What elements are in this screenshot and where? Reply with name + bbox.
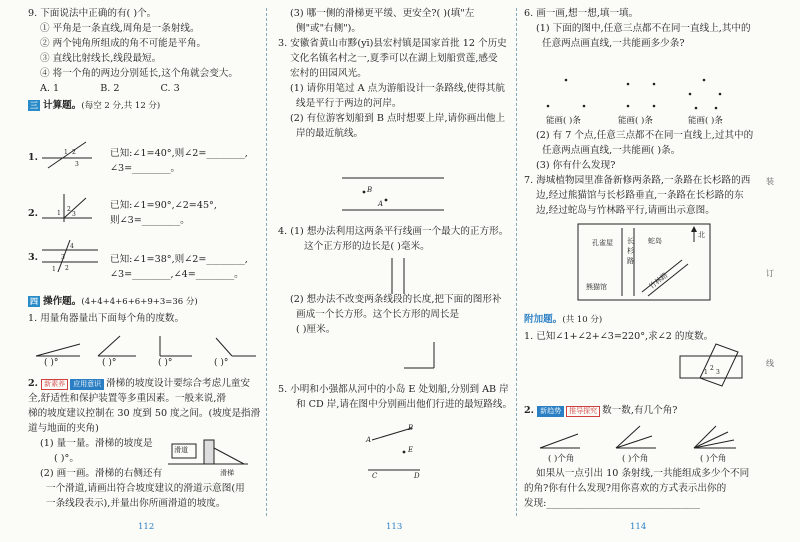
ray-figures [540, 424, 740, 450]
river-island-figure [368, 424, 428, 476]
svg-text:2: 2 [65, 265, 69, 272]
dots-figure [544, 76, 744, 112]
op2-sub2: 一条线段表示),并量出你所画滑道的坡度。 [46, 498, 226, 509]
q3-line: 3. 安徽省黄山市黟(yī)县宏村镇是国家首批 12 个历史 [278, 38, 507, 49]
page-number: 114 [630, 522, 647, 532]
divider [266, 8, 267, 516]
q-line: (3) 哪一侧的滑梯更平缓、更安全?( )(填"左 [290, 8, 475, 19]
svg-text:2: 2 [67, 206, 71, 213]
calc-2-text [110, 198, 217, 228]
calc-line: 已知:∠1=90°,∠2=45°, [110, 200, 217, 211]
angle-blank: ( )° [102, 358, 117, 368]
q3-line: 宏村的田园风光。 [290, 68, 367, 79]
calc-number: 3. [28, 252, 39, 263]
op2-sub2: 一个滑道,请画出符合坡度建议的滑道示意图(用 [46, 483, 245, 494]
q4-line: (2) 想办法不改变两条线段的长度,把下面的图形补 [290, 294, 502, 305]
label-a: A [366, 436, 372, 444]
q4-line: 这个正方形的边长是( )毫米。 [304, 241, 430, 252]
tag: 新素养 [41, 379, 68, 390]
q9-item: ① 平角是一条直线,周角是一条射线。 [40, 23, 200, 34]
slide-label: 滑梯 [220, 469, 234, 477]
q5-line: 5. 小明和小强都从河中的小岛 E 处划船,分别到 AB 岸 [278, 384, 509, 395]
q6-2 [524, 128, 753, 218]
calc-1-text [110, 146, 248, 176]
extra-header [524, 312, 602, 328]
q9-options [28, 81, 260, 96]
calc-line: 已知:∠1=40°,则∠2=________, [110, 148, 248, 159]
svg-text:3: 3 [716, 369, 720, 376]
q5-line: 和 CD 岸,请在图中分别画出他们行进的最短路线。 [296, 399, 513, 410]
op2-sub1-blank: ( )°。 [54, 453, 79, 464]
calc-line: 已知:∠1=38°,则∠2=________, [110, 254, 248, 265]
svg-text:2: 2 [72, 149, 76, 156]
q6-2-line: 任意两点画直线,一共能画( )条。 [542, 145, 681, 156]
option-b: B. 2 [100, 83, 120, 94]
section-number: 四 [30, 296, 38, 306]
option-a: A. 1 [40, 83, 60, 94]
q7-line: 边,经过熊猫馆与长杉路垂直,一条路在长杉路的东 [536, 190, 744, 201]
tag: 新趋势 [537, 406, 564, 417]
svg-text:3: 3 [61, 254, 65, 261]
binding-mark: 装 [766, 177, 774, 186]
label-c: C [372, 472, 378, 480]
calc-2 [28, 208, 38, 219]
q9-item: ② 两个钝角所组成的角不可能是平角。 [40, 38, 207, 49]
map-road: 长杉路 [627, 237, 634, 265]
q3-2-line: (2) 有位游客划船到 B 点时想要上岸,请你画出他上 [290, 113, 506, 124]
q5 [278, 382, 512, 412]
extra-note: (共 10 分) [562, 315, 603, 325]
point-a: A [378, 200, 384, 208]
map-peacock: 孔雀屋 [592, 239, 613, 247]
can-draw-1: 能画( )条 [546, 116, 581, 126]
svg-text:4: 4 [70, 243, 74, 250]
section-note: (4+4+4+6+6+9+3=36 分) [81, 297, 198, 307]
binding-mark: 线 [766, 359, 774, 368]
op2-line: 梯的坡度建议控制在 30 度到 50 度之间。(坡度是指滑 [28, 408, 261, 419]
q9-title: 9. 下面说法中正确的有( )个。 [28, 8, 157, 19]
can-draw-3: 能画( )条 [688, 116, 723, 126]
point-b: B [367, 186, 373, 194]
q6-1-line: 任意两点画直线,一共能画多少条? [542, 38, 685, 49]
angle-blank: ( )° [214, 358, 229, 368]
extra-title: 附加题。 [524, 314, 563, 325]
q9-item: ③ 直线比射线长,线段最短。 [40, 53, 162, 64]
op2-line: 道与地面的夹角) [28, 423, 99, 434]
q4-line: ( )厘米。 [296, 324, 336, 335]
q3-line: 文化名镇名村之一,夏季可以在湖上划船赏莲,感受 [290, 53, 498, 64]
binding-mark: 订 [766, 269, 774, 278]
label-b: B [408, 424, 414, 432]
map-panda: 熊猫馆 [586, 283, 607, 291]
calc-3 [28, 252, 38, 263]
op2: 2. 新素养 应用意识 滑梯的坡度设计要综合考虑儿童安 全,舒适性和保护装置等多重因素。一般来说,滑 梯的坡度建议控制在 30 度到 50 度之间。(坡度是指滑 道与地面的夹角) (1) 量一量。滑梯的坡度是 ( )°。 (2) 画一画。滑梯的右侧还有 一个滑道,请画出符合坡度建议的滑道示意图(用 一条线段表示),并量出你所画滑道的坡度。 [28, 378, 261, 509]
extra-2-tail [524, 466, 749, 511]
tag: 应用意识 [70, 379, 104, 390]
q9-item: ④ 将一个角的两边分别延长,这个角就会变大。 [40, 68, 238, 79]
q6-title: 6. 画一画,想一想,填一填。 [524, 8, 639, 19]
calc-3-text [110, 252, 248, 282]
op1-text: 1. 用量角器量出下面每个角的度数。 [28, 313, 185, 324]
svg-text:1: 1 [57, 210, 61, 217]
section-note: (每空 2 分,共 12 分) [81, 101, 161, 111]
page-number: 113 [386, 522, 403, 532]
section-title: 操作题。 [43, 296, 82, 307]
extra-2: 2. 新趋势 推导探究 数一数,有几个角? [524, 405, 678, 416]
q7-line: 边,经过蛇岛与竹林路平行,请画出示意图。 [536, 205, 715, 216]
calc-3-figure [42, 240, 98, 274]
svg-text:3: 3 [72, 211, 76, 218]
calc-line: ∠3=________,∠4=________。 [110, 269, 244, 280]
q7-line: 7. 海城植物园里准备新修两条路,一条路在长杉路的西 [524, 175, 751, 186]
folded-strip-figure [680, 342, 742, 388]
tag: 推导探究 [566, 406, 600, 417]
label-d: D [414, 472, 420, 480]
partial-rectangle [404, 342, 438, 372]
q6-2-line: (2) 有 7 个点,任意三点都不在同一直线上,过其中的 [536, 130, 754, 141]
op2-line: 全,舒适性和保护装置等多重因素。一般来说,滑 [28, 393, 226, 404]
calc-number: 1. [28, 152, 39, 163]
angle-blank: ( )° [158, 358, 173, 368]
q4-line: 4. (1) 想办法利用这两条平行线画一个最大的正方形。 [278, 226, 509, 237]
extra-2-text: 数一数,有几个角? [602, 405, 678, 416]
tail-line: 发现:________________________________ [524, 498, 700, 509]
parallel-lines [388, 258, 408, 294]
tail-line: 如果从一点引出 10 条射线,一共能组成多少个不同 [536, 468, 750, 479]
calc-line: ∠3=________。 [110, 163, 181, 174]
svg-text:1: 1 [52, 266, 56, 273]
section-4-header [28, 294, 198, 310]
divider [516, 8, 517, 516]
op2-line: 滑梯的坡度设计要综合考虑儿童安 [106, 378, 250, 389]
q4-2 [278, 292, 502, 337]
angle-blank: ( )° [44, 358, 59, 368]
svg-text:1: 1 [704, 369, 708, 376]
svg-text:1: 1 [64, 149, 68, 156]
q4-1 [278, 224, 508, 254]
q3-2-line: 岸的最近航线。 [296, 128, 364, 139]
op2-sub2: (2) 画一画。滑梯的右侧还有 [40, 468, 163, 479]
svg-text:2: 2 [710, 365, 714, 372]
q4-line: 画成一个长方形。这个长方形的周长是 [296, 309, 460, 320]
calc-1-figure [42, 140, 92, 170]
extra-1: 1. 已知∠1+∠2+∠3=220°,求∠2 的度数。 [524, 331, 714, 342]
calc-2-figure [42, 194, 92, 222]
section-title: 计算题。 [43, 100, 82, 111]
q6-3-line: (3) 你有什么发现? [536, 160, 616, 171]
river-figure [342, 176, 444, 212]
tail-line: 的角?你有什么发现?用你喜欢的方式表示出你的 [524, 483, 727, 494]
section-number: 三 [30, 100, 38, 110]
label-e: E [408, 446, 414, 454]
page-number: 112 [138, 522, 155, 532]
q3-1-line: 线是平行于两边的河岸。 [296, 98, 402, 109]
can-draw-2: 能画( )条 [618, 116, 653, 126]
calc-line: 则∠3=________。 [110, 215, 190, 226]
op2-sub1: (1) 量一量。滑梯的坡度是 [40, 438, 153, 449]
slide-sign: 滑道 [174, 446, 188, 454]
calc-1 [28, 150, 38, 165]
option-c: C. 3 [160, 83, 180, 94]
map-bamboo-road: 竹林路 [647, 271, 670, 291]
q3-1-line: (1) 请你用笔过 A 点为游船设计一条路线,使得其航 [290, 83, 505, 94]
svg-text:3: 3 [75, 161, 79, 168]
map-snake-island: 蛇岛 [648, 237, 662, 245]
calc-number: 2. [28, 208, 39, 219]
count-blank: ( )个角 [700, 454, 727, 464]
q6-1-line: (1) 下面的图中,任意三点都不在同一直线上,其中的 [536, 23, 751, 34]
section-3-header [28, 98, 260, 114]
count-blank: ( )个角 [622, 454, 649, 464]
q-line: 侧"或"右侧")。 [296, 23, 361, 34]
angle-figures [36, 336, 256, 360]
count-blank: ( )个角 [548, 454, 575, 464]
map-north: 北 [698, 231, 705, 239]
